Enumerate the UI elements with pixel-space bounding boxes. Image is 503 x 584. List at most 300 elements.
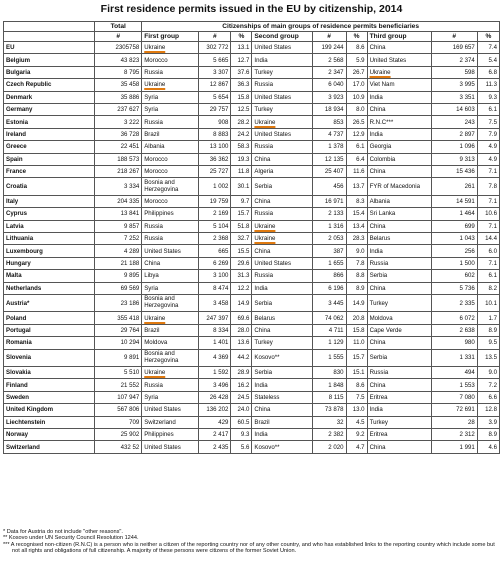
second-count-cell: 387 [312, 245, 346, 257]
first-pct-cell: 44.2 [231, 349, 252, 367]
second-pct-cell: 8.0 [346, 103, 367, 115]
second-group-cell: India [252, 54, 312, 66]
total-cell: 204 335 [95, 195, 142, 207]
first-pct-cell: 28.2 [231, 116, 252, 128]
third-group-cell: Serbia [367, 270, 431, 282]
total-cell: 5 510 [95, 367, 142, 379]
second-count-cell: 6 196 [312, 282, 346, 294]
second-pct-cell: 13.4 [346, 220, 367, 232]
residence-permits-table [3, 21, 500, 454]
footnote: ** Kosovo under UN Security Council Resolution 1244. [3, 535, 139, 542]
first-count-cell: 2 435 [199, 441, 231, 453]
third-group-cell: India [367, 245, 431, 257]
table-row [4, 404, 500, 416]
second-count-cell: 25 407 [312, 165, 346, 177]
table-row [4, 141, 500, 153]
second-group-cell: Russia [252, 208, 312, 220]
total-cell: 9 895 [95, 270, 142, 282]
second-count-cell: 199 244 [312, 42, 346, 54]
first-group-cell: Morocco [142, 165, 199, 177]
first-pct-cell: 15.5 [231, 245, 252, 257]
first-group-cell: Ukraine [142, 79, 199, 91]
third-pct-cell: 7.1 [477, 257, 499, 269]
second-group-cell: Serbia [252, 294, 312, 312]
second-group-cell: Belarus [252, 312, 312, 324]
third-count-cell: 2 312 [431, 429, 477, 441]
first-pct-cell: 24.5 [231, 391, 252, 403]
first-group-cell: Morocco [142, 54, 199, 66]
first-pct-cell: 60.5 [231, 416, 252, 428]
table-row [4, 429, 500, 441]
third-group-cell: Turkey [367, 294, 431, 312]
third-group-cell: India [367, 91, 431, 103]
country-cell: Malta [4, 270, 95, 282]
country-cell: Ireland [4, 128, 95, 140]
table-row [4, 257, 500, 269]
first-pct-cell: 14.9 [231, 294, 252, 312]
table-row [4, 116, 500, 128]
first-group-cell: Russia [142, 379, 199, 391]
second-count-cell: 866 [312, 270, 346, 282]
first-pct-cell: 16.2 [231, 379, 252, 391]
third-count-cell: 169 657 [431, 42, 477, 54]
second-group-cell: China [252, 404, 312, 416]
first-group-cell: Switzerland [142, 416, 199, 428]
country-cell: Greece [4, 141, 95, 153]
first-count-cell: 908 [199, 116, 231, 128]
first-pct-cell: 15.7 [231, 208, 252, 220]
table-row [4, 416, 500, 428]
first-count-cell: 247 397 [199, 312, 231, 324]
first-group-cell: Philippines [142, 429, 199, 441]
total-cell: 4 289 [95, 245, 142, 257]
table-row [4, 270, 500, 282]
second-pct-cell: 8.6 [346, 379, 367, 391]
table-row [4, 294, 500, 312]
total-cell: 432 52 [95, 441, 142, 453]
country-cell: Austria* [4, 294, 95, 312]
third-group-cell: India [367, 128, 431, 140]
second-count-cell: 3 923 [312, 91, 346, 103]
third-count-cell: 2 897 [431, 128, 477, 140]
second-group-cell: Turkey [252, 103, 312, 115]
second-pct-cell: 20.8 [346, 312, 367, 324]
second-pct-cell: 17.0 [346, 79, 367, 91]
second-count-cell: 12 135 [312, 153, 346, 165]
third-group-cell: China [367, 441, 431, 453]
third-count-cell: 1 464 [431, 208, 477, 220]
first-pct-cell: 15.8 [231, 91, 252, 103]
second-pct-cell: 4.5 [346, 416, 367, 428]
table-row [4, 178, 500, 196]
table-row [4, 128, 500, 140]
second-group-cell: Turkey [252, 66, 312, 78]
second-group-cell: Kosovo** [252, 441, 312, 453]
third-group-cell: Colombia [367, 153, 431, 165]
first-count-cell: 429 [199, 416, 231, 428]
country-cell: Slovakia [4, 367, 95, 379]
table-row [4, 165, 500, 177]
third-group-cell: China [367, 42, 431, 54]
first-count-cell: 36 362 [199, 153, 231, 165]
country-cell: Bulgaria [4, 66, 95, 78]
country-cell: Denmark [4, 91, 95, 103]
third-pct-cell: 7.1 [477, 195, 499, 207]
country-cell: Poland [4, 312, 95, 324]
country-cell: Italy [4, 195, 95, 207]
footnote: * Data for Austria do not include "other reasons". [3, 529, 123, 535]
total-cell: 25 902 [95, 429, 142, 441]
first-pct-cell: 32.7 [231, 232, 252, 244]
first-count-cell: 3 496 [199, 379, 231, 391]
table-row [4, 391, 500, 403]
table-row [4, 91, 500, 103]
header-third-hash: # [431, 32, 477, 42]
table-row [4, 367, 500, 379]
country-cell: Norway [4, 429, 95, 441]
first-count-cell: 8 883 [199, 128, 231, 140]
second-group-cell: Turkey [252, 337, 312, 349]
table-row [4, 66, 500, 78]
second-count-cell: 4 737 [312, 128, 346, 140]
total-cell: 237 627 [95, 103, 142, 115]
third-pct-cell: 7.1 [477, 165, 499, 177]
total-cell: 35 886 [95, 91, 142, 103]
first-group-cell: Bosnia and Herzegovina [142, 349, 199, 367]
second-pct-cell: 15.4 [346, 208, 367, 220]
first-pct-cell: 9.7 [231, 195, 252, 207]
second-count-cell: 1 848 [312, 379, 346, 391]
third-pct-cell: 7.2 [477, 379, 499, 391]
second-count-cell: 2 347 [312, 66, 346, 78]
total-cell: 36 728 [95, 128, 142, 140]
second-count-cell: 16 971 [312, 195, 346, 207]
total-cell: 21 552 [95, 379, 142, 391]
third-group-cell: China [367, 337, 431, 349]
first-pct-cell: 28.9 [231, 367, 252, 379]
header-first-hash: # [199, 32, 231, 42]
third-group-cell: China [367, 220, 431, 232]
first-group-cell: Ukraine [142, 42, 199, 54]
second-count-cell: 1 655 [312, 257, 346, 269]
third-count-cell: 256 [431, 245, 477, 257]
header-first-pct: % [231, 32, 252, 42]
second-group-cell: United States [252, 257, 312, 269]
second-count-cell: 2 568 [312, 54, 346, 66]
third-pct-cell: 4.9 [477, 141, 499, 153]
first-pct-cell: 11.8 [231, 165, 252, 177]
third-count-cell: 699 [431, 220, 477, 232]
country-cell: France [4, 165, 95, 177]
country-cell: Switzerland [4, 441, 95, 453]
third-count-cell: 2 335 [431, 294, 477, 312]
table-header [4, 22, 500, 42]
third-group-cell: Sri Lanka [367, 208, 431, 220]
second-group-cell: Russia [252, 141, 312, 153]
country-cell: EU [4, 42, 95, 54]
table-row [4, 208, 500, 220]
country-cell: Luxembourg [4, 245, 95, 257]
second-group-cell: Algeria [252, 165, 312, 177]
second-group-cell: India [252, 379, 312, 391]
first-pct-cell: 31.3 [231, 270, 252, 282]
first-group-cell: Brazil [142, 324, 199, 336]
first-pct-cell: 58.3 [231, 141, 252, 153]
header-third-group: Third group [367, 32, 431, 42]
third-group-cell: China [367, 165, 431, 177]
country-cell: Czech Republic [4, 79, 95, 91]
table-row [4, 337, 500, 349]
third-group-cell: Eritrea [367, 429, 431, 441]
first-group-cell: Russia [142, 232, 199, 244]
first-count-cell: 2 169 [199, 208, 231, 220]
third-pct-cell: 7.9 [477, 128, 499, 140]
first-count-cell: 29 757 [199, 103, 231, 115]
total-cell: 3 222 [95, 116, 142, 128]
country-cell: Germany [4, 103, 95, 115]
second-count-cell: 18 934 [312, 103, 346, 115]
table-row [4, 379, 500, 391]
third-pct-cell: 4.6 [477, 441, 499, 453]
second-count-cell: 1 129 [312, 337, 346, 349]
first-pct-cell: 13.1 [231, 42, 252, 54]
third-pct-cell: 7.8 [477, 178, 499, 196]
table-row [4, 232, 500, 244]
second-pct-cell: 8.8 [346, 270, 367, 282]
third-group-cell: Turkey [367, 416, 431, 428]
header-total: Total [95, 22, 142, 32]
third-group-cell: Georgia [367, 141, 431, 153]
first-count-cell: 13 100 [199, 141, 231, 153]
first-count-cell: 8 474 [199, 282, 231, 294]
total-cell: 10 294 [95, 337, 142, 349]
third-group-cell: China [367, 379, 431, 391]
third-pct-cell: 9.3 [477, 91, 499, 103]
second-count-cell: 456 [312, 178, 346, 196]
country-cell: United Kingdom [4, 404, 95, 416]
third-count-cell: 602 [431, 270, 477, 282]
third-pct-cell: 10.1 [477, 294, 499, 312]
second-count-cell: 8 115 [312, 391, 346, 403]
second-count-cell: 830 [312, 367, 346, 379]
first-group-cell: Bosnia and Herzegovina [142, 178, 199, 196]
total-cell: 3 334 [95, 178, 142, 196]
total-cell: 2305758 [95, 42, 142, 54]
total-cell: 23 186 [95, 294, 142, 312]
first-count-cell: 1 401 [199, 337, 231, 349]
second-group-cell: Serbia [252, 367, 312, 379]
third-group-cell: Viet Nam [367, 79, 431, 91]
total-cell: 21 188 [95, 257, 142, 269]
first-count-cell: 3 100 [199, 270, 231, 282]
header-total-hash: # [95, 32, 142, 42]
second-group-cell: China [252, 324, 312, 336]
third-count-cell: 7 080 [431, 391, 477, 403]
first-group-cell: United States [142, 245, 199, 257]
first-group-cell: Moldova [142, 337, 199, 349]
second-pct-cell: 4.7 [346, 441, 367, 453]
third-pct-cell: 6.0 [477, 245, 499, 257]
third-group-cell: Russia [367, 367, 431, 379]
third-count-cell: 1 096 [431, 141, 477, 153]
first-count-cell: 4 369 [199, 349, 231, 367]
first-count-cell: 302 772 [199, 42, 231, 54]
table-row [4, 312, 500, 324]
second-group-cell: Russia [252, 270, 312, 282]
third-pct-cell: 13.5 [477, 349, 499, 367]
third-pct-cell: 7.1 [477, 220, 499, 232]
first-group-cell: Russia [142, 66, 199, 78]
first-group-cell: Morocco [142, 195, 199, 207]
second-count-cell: 853 [312, 116, 346, 128]
country-cell: Romania [4, 337, 95, 349]
header-third-pct: % [477, 32, 499, 42]
total-cell: 9 891 [95, 349, 142, 367]
second-count-cell: 2 053 [312, 232, 346, 244]
total-cell: 7 252 [95, 232, 142, 244]
second-count-cell: 3 445 [312, 294, 346, 312]
header-second-pct: % [346, 32, 367, 42]
third-pct-cell: 9.0 [477, 367, 499, 379]
third-pct-cell: 8.9 [477, 324, 499, 336]
second-group-cell: Stateless [252, 391, 312, 403]
second-pct-cell: 8.3 [346, 195, 367, 207]
second-count-cell: 1 378 [312, 141, 346, 153]
first-group-cell: Syria [142, 282, 199, 294]
third-count-cell: 28 [431, 416, 477, 428]
second-group-cell: China [252, 245, 312, 257]
second-group-cell: India [252, 429, 312, 441]
third-count-cell: 9 313 [431, 153, 477, 165]
country-cell: Liechtenstein [4, 416, 95, 428]
footnotes [3, 529, 500, 555]
third-count-cell: 1 331 [431, 349, 477, 367]
table-body [4, 42, 500, 454]
second-count-cell: 2 133 [312, 208, 346, 220]
first-group-cell: China [142, 257, 199, 269]
total-cell: 43 823 [95, 54, 142, 66]
third-pct-cell: 7.4 [477, 42, 499, 54]
second-group-cell: Kosovo** [252, 349, 312, 367]
total-cell: 709 [95, 416, 142, 428]
table-row [4, 195, 500, 207]
second-pct-cell: 8.9 [346, 282, 367, 294]
first-count-cell: 5 104 [199, 220, 231, 232]
first-count-cell: 2 417 [199, 429, 231, 441]
table-row [4, 282, 500, 294]
second-group-cell: China [252, 153, 312, 165]
table-row [4, 79, 500, 91]
first-count-cell: 3 458 [199, 294, 231, 312]
total-cell: 188 573 [95, 153, 142, 165]
first-count-cell: 25 727 [199, 165, 231, 177]
second-pct-cell: 15.8 [346, 324, 367, 336]
second-group-cell: Ukraine [252, 232, 312, 244]
first-group-cell: Syria [142, 91, 199, 103]
header-first-group: First group [142, 32, 199, 42]
second-pct-cell: 9.2 [346, 429, 367, 441]
country-cell: Cyprus [4, 208, 95, 220]
second-pct-cell: 15.1 [346, 367, 367, 379]
table-row [4, 324, 500, 336]
first-group-cell: Ukraine [142, 312, 199, 324]
table-row [4, 42, 500, 54]
third-count-cell: 1 991 [431, 441, 477, 453]
country-cell: Finland [4, 379, 95, 391]
third-group-cell: India [367, 404, 431, 416]
second-pct-cell: 6.1 [346, 141, 367, 153]
third-count-cell: 3 351 [431, 91, 477, 103]
first-group-cell: Ukraine [142, 367, 199, 379]
second-pct-cell: 14.9 [346, 294, 367, 312]
second-count-cell: 6 040 [312, 79, 346, 91]
third-count-cell: 15 436 [431, 165, 477, 177]
total-cell: 69 569 [95, 282, 142, 294]
third-count-cell: 2 374 [431, 54, 477, 66]
third-count-cell: 3 995 [431, 79, 477, 91]
third-pct-cell: 4.9 [477, 153, 499, 165]
first-group-cell: Philippines [142, 208, 199, 220]
header-citizenships: Citizenships of main groups of residence permits beneficiaries [142, 22, 500, 32]
third-count-cell: 2 638 [431, 324, 477, 336]
third-pct-cell: 3.9 [477, 416, 499, 428]
first-pct-cell: 29.6 [231, 257, 252, 269]
first-pct-cell: 36.3 [231, 79, 252, 91]
first-count-cell: 5 665 [199, 54, 231, 66]
third-group-cell: Russia [367, 257, 431, 269]
first-pct-cell: 12.7 [231, 54, 252, 66]
third-pct-cell: 12.8 [477, 404, 499, 416]
country-cell: Portugal [4, 324, 95, 336]
third-group-cell: China [367, 103, 431, 115]
first-group-cell: Albania [142, 141, 199, 153]
second-pct-cell: 9.0 [346, 245, 367, 257]
second-pct-cell: 6.4 [346, 153, 367, 165]
first-group-cell: Brazil [142, 128, 199, 140]
header-second-hash: # [312, 32, 346, 42]
second-group-cell: Russia [252, 79, 312, 91]
country-cell: Estonia [4, 116, 95, 128]
second-group-cell: Serbia [252, 178, 312, 196]
second-pct-cell: 26.5 [346, 116, 367, 128]
second-pct-cell: 11.0 [346, 337, 367, 349]
third-group-cell: FYR of Macedonia [367, 178, 431, 196]
first-count-cell: 2 368 [199, 232, 231, 244]
first-count-cell: 5 654 [199, 91, 231, 103]
first-group-cell: Morocco [142, 153, 199, 165]
third-pct-cell: 5.4 [477, 54, 499, 66]
first-pct-cell: 24.2 [231, 128, 252, 140]
total-cell: 22 451 [95, 141, 142, 153]
second-pct-cell: 8.6 [346, 42, 367, 54]
first-group-cell: United States [142, 404, 199, 416]
third-count-cell: 1 553 [431, 379, 477, 391]
second-pct-cell: 13.0 [346, 404, 367, 416]
first-pct-cell: 37.6 [231, 66, 252, 78]
first-count-cell: 19 759 [199, 195, 231, 207]
third-pct-cell: 14.4 [477, 232, 499, 244]
third-group-cell: Cape Verde [367, 324, 431, 336]
first-count-cell: 6 269 [199, 257, 231, 269]
table-row [4, 54, 500, 66]
second-group-cell: Brazil [252, 416, 312, 428]
total-cell: 13 841 [95, 208, 142, 220]
table-row [4, 153, 500, 165]
third-group-cell: Serbia [367, 349, 431, 367]
first-pct-cell: 51.8 [231, 220, 252, 232]
third-pct-cell: 6.8 [477, 66, 499, 78]
second-pct-cell: 10.9 [346, 91, 367, 103]
